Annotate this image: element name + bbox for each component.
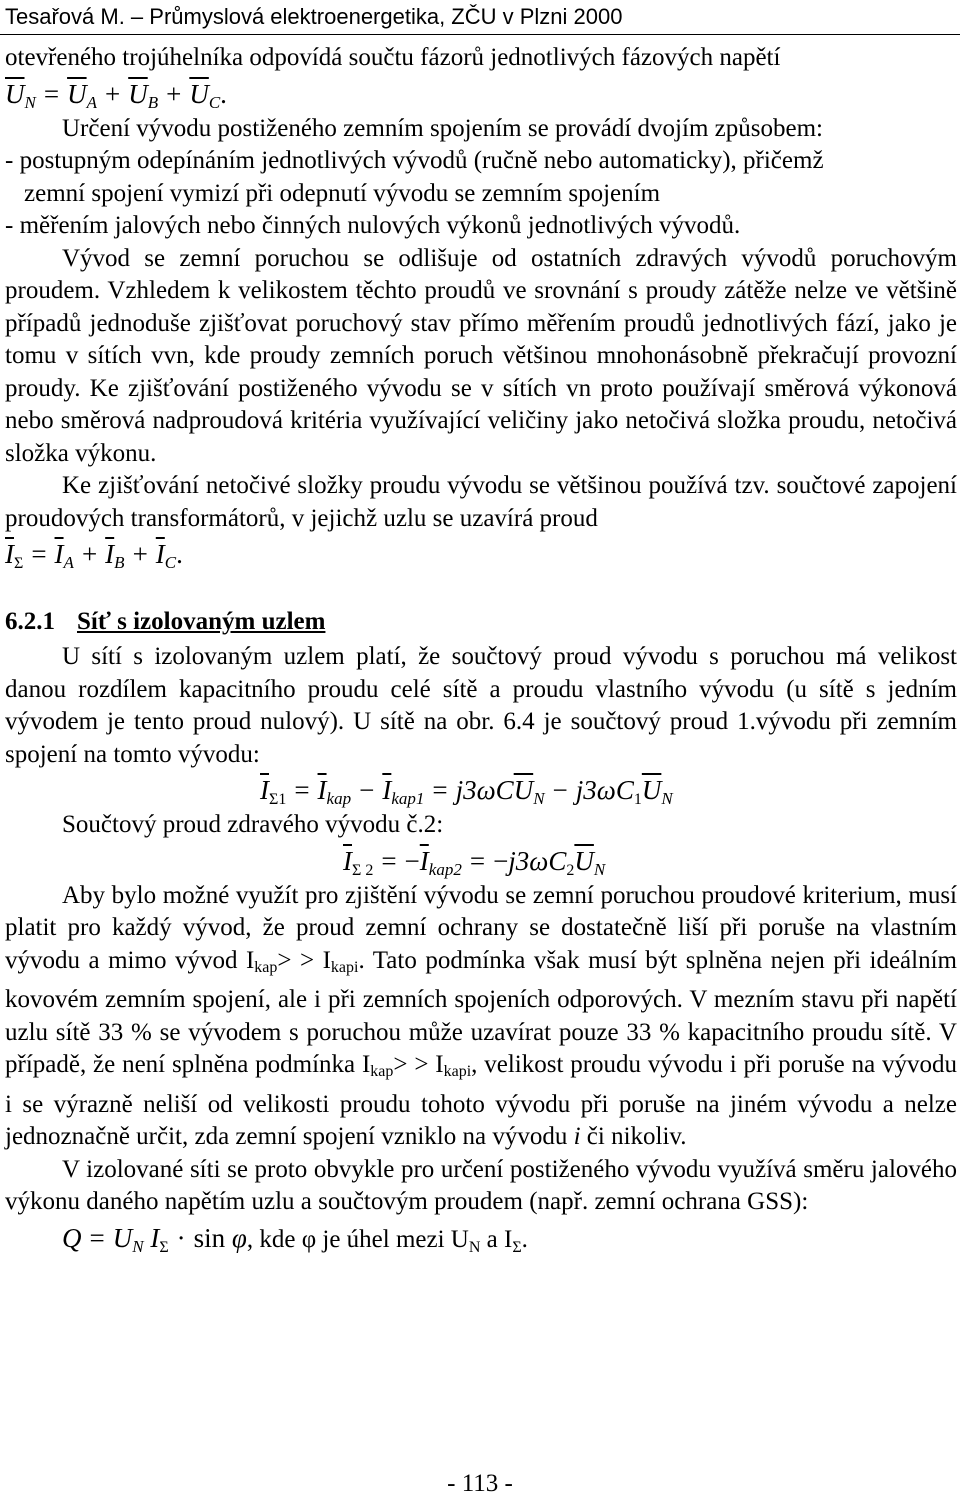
paragraph-criterion: Aby bylo možné využít pro zjištění vývodu se zemní poruchou proudové kriterium, musí platit pro každý vývod, že proud zemní ochrany se dostatečně liší při poruše na vlastním vývodu a mimo vývod Ikap> > Ikapi. Tato podmínka však musí být splněna nejen při ideálním kovovém zemním spojení, ale i při zemních spojeních odporových. V mezním stavu při napětí uzlu sítě 33 % se vývodem s poruchou může uzavírat pouze 33 % kapacitního proudu sítě. V případě, že není splněna podmínka Ikap> > Ikapi, velikost proudu vývodu i při poruše na vývodu i se výrazně neliší od velikosti proudu tohoto vývodu při poruše na jiném vývodu a nelze jednoznačně určit, zda zemní spojení vzniklo na vývodu i či nikoliv. — [5, 881, 957, 1150]
page-number: - 113 - — [447, 1470, 513, 1497]
page-body — [5, 42, 957, 1257]
equation-isum: $\overline{I}\Sigma = \overline{I}_A + \overline{I}_B + \overline{I}_C$. — [5, 539, 183, 572]
running-header: Tesařová M. – Průmyslová elektroenergetika, ZČU v Plzni 2000 — [5, 4, 623, 29]
paragraph-methods: Určení vývodu postiženého zemním spojením se provádí dvojím způsobem: — [62, 114, 823, 142]
header-divider — [0, 34, 960, 35]
paragraph-isolated-node: U sítí s izolovaným uzlem platí, že součtový proud vývodu s poruchou má velikost danou rozdílem kapacitního proudu celé sítě a proudu vlastního vývodu (u sítě s jedním vývodem je tento proud nulový). U sítě na obr. 6.4 je součtový proud 1.vývodu při zemním spojení na tomto vývodu: — [5, 643, 957, 768]
paragraph-sum-connection: Ke zjišťování netočivé složky proudu vývodu se většinou používá tzv. součtové zapojení proudových transformátorů, v jejichž uzlu se uzavírá proud — [5, 472, 957, 532]
list-item-method-1-cont: zemní spojení vymizí při odepnutí vývodu se zemním spojením — [24, 179, 661, 207]
section-number: 6.2.1 — [5, 608, 55, 635]
list-item-method-2: - měřením jalových nebo činných nulových výkonů jednotlivých vývodů. — [5, 212, 741, 239]
paragraph-fault-current: Vývod se zemní poruchou se odlišuje od ostatních zdravých vývodů poruchovým proudem. Vzhledem k velikostem těchto proudů ve srovnání s proudy zátěže nelze ve většině případů jednoduše zjišťovat poruchový stav přímo měřením proudů jednotlivých fází, jako je tomu v sítích vvn, kde proudy zemních poruch většinou mnohonásobně překračují provozní proudy. Ke zjišťování postiženého vývodu se v sítích vn proto používají směrová výkonová nebo směrová nadproudová kritéria využívající veličiny jako netočivá složka proudu, netočivá složka výkonu. — [5, 244, 957, 467]
formula-reactive-power: $Q = U_N$ IΣ · sin φ, kde φ je úhel mezi UN a IΣ. — [62, 1222, 528, 1256]
list-item-method-1: - postupným odepínáním jednotlivých vývodů (ručně nebo automaticky), přičemž — [5, 147, 824, 174]
paragraph-reactive-power: V izolované síti se proto obvykle pro určení postiženého vývodu využívá směru jalového výkonu daného napětím uzlu a součtovým proudem (např. zemní ochrana GSS): — [5, 1155, 957, 1215]
paragraph-intro: otevřeného trojúhelníka odpovídá součtu fázorů jednotlivých fázových napětí — [5, 44, 781, 71]
section-title: Síť s izolovaným uzlem — [77, 608, 326, 635]
formula-sum-current-1: $\overline{I}\Sigma 1 = \overline{I}_{kap} - \overline{I}_{kap1} = j3\omega C\overline{U}_N - j3\omega C1\overline{U}_N$ — [260, 775, 673, 808]
paragraph-healthy-feeder: Součtový proud zdravého vývodu č.2: — [62, 811, 444, 838]
formula-sum-current-2: $\overline{I}\Sigma$ $2 = -\overline{I}_{kap2} = -j3\omega C2\overline{U}_N$ — [343, 845, 606, 879]
section-heading — [5, 603, 957, 641]
equation-un: $\overline{U}_N = \overline{U}_A + \overline{U}_B + \overline{U}_C$. — [5, 78, 227, 112]
